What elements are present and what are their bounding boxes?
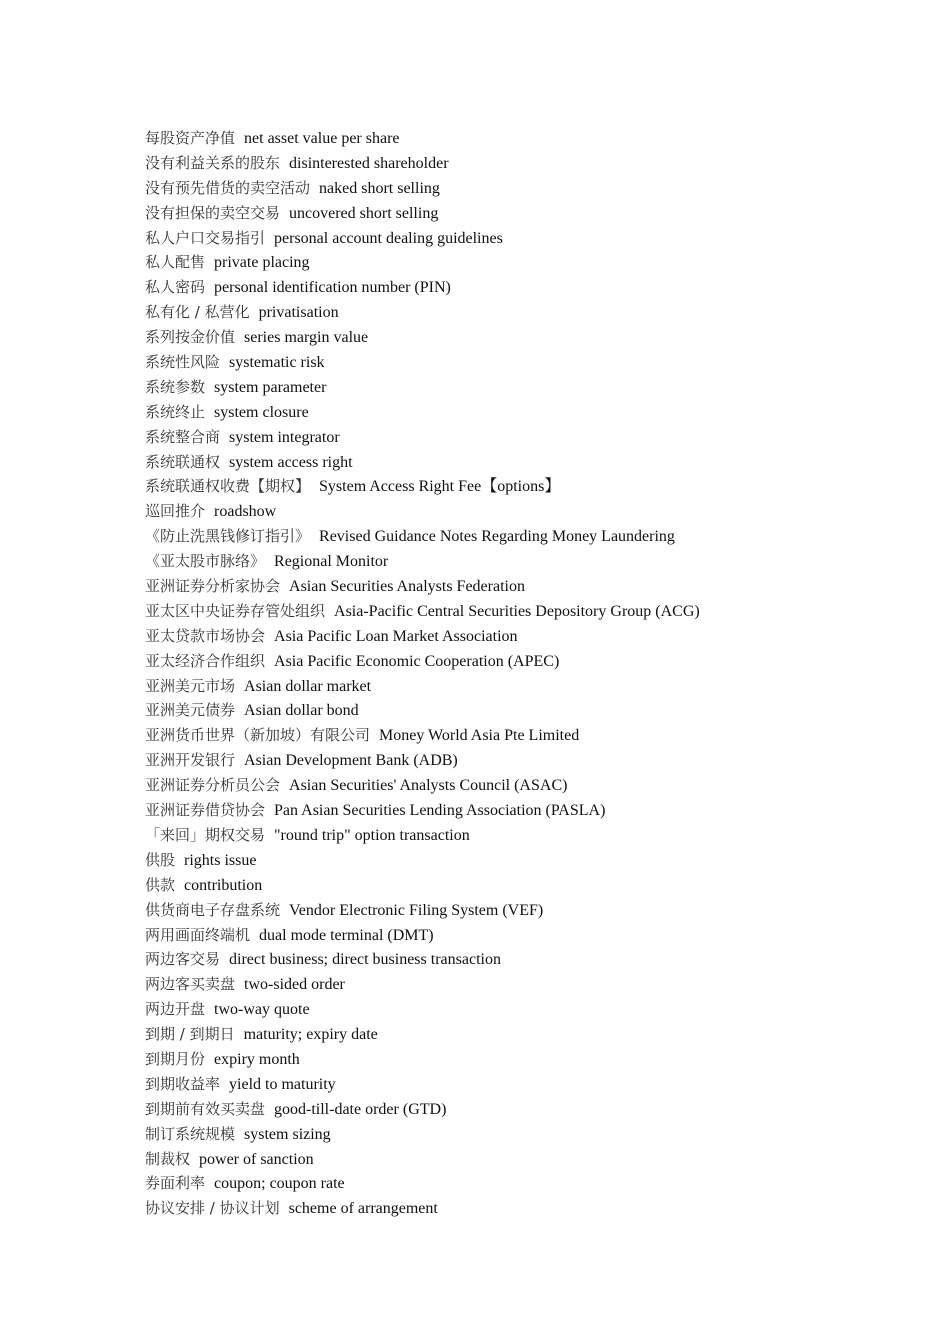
glossary-entry bbox=[145, 524, 700, 549]
glossary-entry bbox=[145, 425, 700, 450]
english-term: Asian dollar bond bbox=[244, 702, 359, 720]
glossary-entry bbox=[145, 450, 700, 475]
chinese-term: 亚洲开发银行 bbox=[145, 751, 236, 770]
english-term: personal identification number (PIN) bbox=[214, 279, 451, 297]
glossary-entry bbox=[145, 1122, 700, 1147]
glossary-entry bbox=[145, 1171, 700, 1196]
glossary-entry bbox=[145, 947, 700, 972]
chinese-term: 亚洲证券分析家协会 bbox=[145, 577, 281, 596]
chinese-term: 亚洲证券借贷协会 bbox=[145, 801, 266, 820]
glossary-entry bbox=[145, 873, 700, 898]
english-term: Revised Guidance Notes Regarding Money Laundering bbox=[319, 528, 675, 546]
english-term: maturity; expiry date bbox=[243, 1026, 378, 1044]
english-term: Money World Asia Pte Limited bbox=[379, 727, 580, 745]
glossary-entry bbox=[145, 176, 700, 201]
glossary-entry bbox=[145, 997, 700, 1022]
english-term: good-till-date order (GTD) bbox=[274, 1100, 447, 1118]
glossary-entry bbox=[145, 773, 700, 798]
chinese-term: 到期 / 到期日 bbox=[145, 1025, 235, 1044]
chinese-term: 系统联通权 bbox=[145, 452, 221, 471]
chinese-term: 两边开盘 bbox=[145, 1000, 206, 1019]
chinese-term: 没有利益关系的股东 bbox=[145, 153, 281, 172]
english-term: roadshow bbox=[214, 503, 277, 521]
english-term: Asian Securities' Analysts Council (ASAC) bbox=[289, 777, 568, 795]
english-term: system sizing bbox=[244, 1125, 331, 1143]
chinese-term: 制裁权 bbox=[145, 1149, 191, 1168]
chinese-term: 亚洲美元债券 bbox=[145, 701, 236, 720]
chinese-term: 亚太经济合作组织 bbox=[145, 651, 266, 670]
chinese-term: 亚洲证券分析员公会 bbox=[145, 776, 281, 795]
glossary-list bbox=[145, 126, 700, 1221]
glossary-entry bbox=[145, 375, 700, 400]
glossary-entry bbox=[145, 300, 700, 325]
glossary-entry bbox=[145, 574, 700, 599]
glossary-entry bbox=[145, 599, 700, 624]
glossary-entry bbox=[145, 250, 700, 275]
english-term: Asia Pacific Loan Market Association bbox=[274, 627, 518, 645]
english-term: contribution bbox=[184, 876, 263, 894]
english-term: system parameter bbox=[214, 378, 327, 396]
chinese-term: 没有担保的卖空交易 bbox=[145, 203, 281, 222]
english-term: Asia-Pacific Central Securities Depository Group (ACG) bbox=[334, 602, 700, 620]
glossary-entry bbox=[145, 798, 700, 823]
english-term: Asia Pacific Economic Cooperation (APEC) bbox=[274, 652, 560, 670]
chinese-term: 亚太贷款市场协会 bbox=[145, 626, 266, 645]
english-term: disinterested shareholder bbox=[289, 154, 449, 172]
glossary-entry bbox=[145, 226, 700, 251]
glossary-entry bbox=[145, 499, 700, 524]
glossary-entry bbox=[145, 748, 700, 773]
english-term: Asian dollar market bbox=[244, 677, 372, 695]
english-term: net asset value per share bbox=[244, 130, 400, 147]
glossary-entry bbox=[145, 474, 700, 499]
english-term: rights issue bbox=[184, 851, 257, 869]
glossary-entry bbox=[145, 848, 700, 873]
chinese-term: 私人密码 bbox=[145, 278, 206, 297]
english-term: uncovered short selling bbox=[289, 204, 439, 222]
chinese-term: 巡回推介 bbox=[145, 502, 206, 521]
chinese-term: 两边客买卖盘 bbox=[145, 975, 236, 994]
glossary-entry bbox=[145, 723, 700, 748]
chinese-term: 私人配售 bbox=[145, 253, 206, 272]
chinese-term: 系统联通权收费【期权】 bbox=[145, 477, 311, 496]
glossary-entry bbox=[145, 1097, 700, 1122]
english-term: privatisation bbox=[258, 304, 339, 322]
english-term: series margin value bbox=[244, 329, 369, 347]
english-term: two-way quote bbox=[214, 1001, 310, 1019]
chinese-term: 每股资产净值 bbox=[145, 129, 236, 147]
chinese-term: 到期月份 bbox=[145, 1049, 206, 1068]
glossary-entry bbox=[145, 698, 700, 723]
english-term: dual mode terminal (DMT) bbox=[259, 926, 434, 944]
english-term: Regional Monitor bbox=[274, 553, 389, 571]
chinese-term: 两边客交易 bbox=[145, 950, 221, 969]
english-term: Asian Development Bank (ADB) bbox=[244, 752, 458, 770]
english-term: Pan Asian Securities Lending Association (PASLA) bbox=[274, 802, 606, 820]
chinese-term: 亚洲货币世界（新加坡）有限公司 bbox=[145, 726, 371, 745]
glossary-entry bbox=[145, 325, 700, 350]
english-term: Asian Securities Analysts Federation bbox=[289, 578, 525, 596]
glossary-entry bbox=[145, 1047, 700, 1072]
chinese-term: 「来回」期权交易 bbox=[145, 825, 266, 844]
glossary-entry bbox=[145, 126, 700, 151]
chinese-term: 私有化 / 私营化 bbox=[145, 303, 250, 322]
glossary-entry bbox=[145, 400, 700, 425]
english-term: systematic risk bbox=[229, 354, 325, 372]
chinese-term: 制订系统规模 bbox=[145, 1124, 236, 1143]
chinese-term: 系统参数 bbox=[145, 377, 206, 396]
glossary-entry bbox=[145, 275, 700, 300]
english-term: direct business; direct business transaction bbox=[229, 951, 501, 969]
english-term: naked short selling bbox=[319, 179, 440, 197]
chinese-term: 供款 bbox=[145, 875, 176, 894]
english-term: System Access Right Fee【options】 bbox=[319, 478, 561, 496]
english-term: coupon; coupon rate bbox=[214, 1175, 345, 1193]
english-term: system closure bbox=[214, 403, 309, 421]
glossary-entry bbox=[145, 898, 700, 923]
glossary-entry bbox=[145, 201, 700, 226]
glossary-entry bbox=[145, 624, 700, 649]
glossary-entry bbox=[145, 1147, 700, 1172]
glossary-entry bbox=[145, 674, 700, 699]
glossary-entry bbox=[145, 151, 700, 176]
chinese-term: 系统终止 bbox=[145, 402, 206, 421]
chinese-term: 私人户口交易指引 bbox=[145, 228, 266, 247]
chinese-term: 亚洲美元市场 bbox=[145, 676, 236, 695]
chinese-term: 两用画面终端机 bbox=[145, 925, 251, 944]
glossary-entry bbox=[145, 1196, 700, 1221]
english-term: two-sided order bbox=[244, 976, 345, 994]
chinese-term: 系列按金价值 bbox=[145, 328, 236, 347]
english-term: system access right bbox=[229, 453, 353, 471]
chinese-term: 供股 bbox=[145, 850, 176, 869]
english-term: system integrator bbox=[229, 428, 340, 446]
chinese-term: 亚太区中央证券存管处组织 bbox=[145, 601, 326, 620]
glossary-entry bbox=[145, 923, 700, 948]
glossary-entry bbox=[145, 549, 700, 574]
glossary-entry bbox=[145, 972, 700, 997]
english-term: yield to maturity bbox=[229, 1075, 336, 1093]
english-term: expiry month bbox=[214, 1050, 300, 1068]
chinese-term: 供货商电子存盘系统 bbox=[145, 900, 281, 919]
english-term: personal account dealing guidelines bbox=[274, 229, 503, 247]
chinese-term: 协议安排 / 协议计划 bbox=[145, 1199, 280, 1218]
chinese-term: 到期收益率 bbox=[145, 1074, 221, 1093]
english-term: private placing bbox=[214, 254, 310, 272]
glossary-entry bbox=[145, 1022, 700, 1047]
chinese-term: 系统性风险 bbox=[145, 353, 221, 372]
glossary-entry bbox=[145, 649, 700, 674]
english-term: Vendor Electronic Filing System (VEF) bbox=[289, 901, 544, 919]
glossary-entry bbox=[145, 823, 700, 848]
chinese-term: 系统整合商 bbox=[145, 427, 221, 446]
glossary-entry bbox=[145, 350, 700, 375]
chinese-term: 《防止洗黑钱修订指引》 bbox=[145, 527, 311, 546]
english-term: "round trip" option transaction bbox=[274, 826, 470, 844]
chinese-term: 没有预先借货的卖空活动 bbox=[145, 178, 311, 197]
english-term: scheme of arrangement bbox=[288, 1200, 438, 1218]
english-term: power of sanction bbox=[199, 1150, 314, 1168]
chinese-term: 券面利率 bbox=[145, 1174, 206, 1193]
chinese-term: 到期前有效买卖盘 bbox=[145, 1099, 266, 1118]
chinese-term: 《亚太股市脉络》 bbox=[145, 552, 266, 571]
glossary-entry bbox=[145, 1072, 700, 1097]
